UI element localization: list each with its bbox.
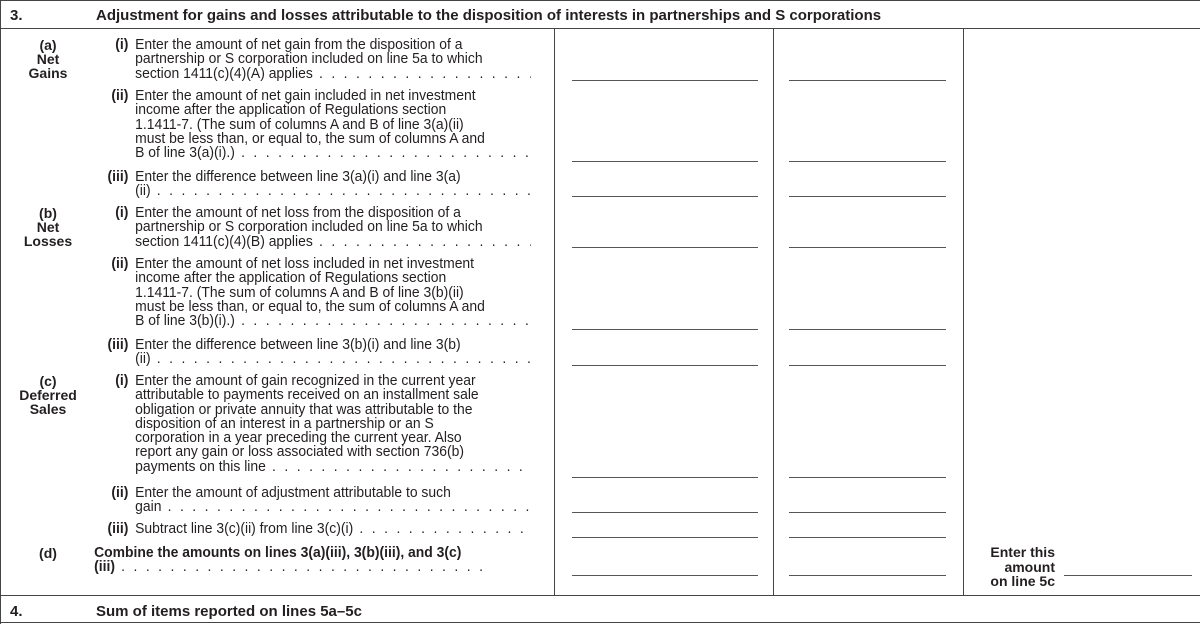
line3-heading: Adjustment for gains and losses attributable to the disposition of interests in partnerships and S corporations <box>96 7 882 24</box>
field-3a-iii-col-a[interactable] <box>572 196 758 197</box>
numeral: (ii) <box>111 485 129 501</box>
enter-on-line-5c-note: Enter this amount on line 5c <box>990 544 1055 589</box>
field-3c-iii-col-b[interactable] <box>789 537 946 538</box>
field-3c-iii-col-a[interactable] <box>572 537 758 538</box>
group-c-label: (c) Deferred Sales <box>19 373 77 417</box>
line4-number: 4. <box>10 603 23 620</box>
field-3c-i-col-a[interactable] <box>572 477 758 478</box>
bottom-border <box>0 622 1200 623</box>
numeral: (iii) <box>107 521 129 537</box>
line-3d-label: (d) <box>39 545 57 561</box>
numeral: (ii) <box>111 256 129 272</box>
line4-heading: Sum of items reported on lines 5a–5c <box>96 603 362 620</box>
field-3c-i-col-b[interactable] <box>789 477 946 478</box>
group-a-label: (a) Net Gains <box>28 37 68 81</box>
numeral: (ii) <box>111 88 129 104</box>
field-3b-ii-col-a[interactable] <box>572 329 758 330</box>
field-3a-i-col-a[interactable] <box>572 80 758 81</box>
numeral: (i) <box>115 373 129 389</box>
field-3a-i-col-b[interactable] <box>789 80 946 81</box>
numeral: (i) <box>115 205 129 221</box>
field-3b-ii-col-b[interactable] <box>789 329 946 330</box>
left-border <box>0 0 1 624</box>
line3-number: 3. <box>10 7 23 24</box>
field-3a-iii-col-b[interactable] <box>789 196 946 197</box>
field-3b-i-col-b[interactable] <box>789 247 946 248</box>
numeral: (iii) <box>107 169 129 185</box>
column-c-divider <box>963 28 964 595</box>
field-3d-total[interactable] <box>1064 575 1192 576</box>
field-3c-ii-col-a[interactable] <box>572 512 758 513</box>
numeral: (iii) <box>107 337 129 353</box>
line4-divider <box>0 595 1200 596</box>
field-3d-col-a[interactable] <box>572 575 758 576</box>
column-b-divider <box>773 28 774 595</box>
heading-divider <box>0 28 1200 29</box>
field-3a-ii-col-b[interactable] <box>789 161 946 162</box>
field-3b-iii-col-b[interactable] <box>789 365 946 366</box>
column-a-divider <box>554 28 555 595</box>
field-3a-ii-col-a[interactable] <box>572 161 758 162</box>
top-border <box>0 0 1200 1</box>
field-3d-col-b[interactable] <box>789 575 946 576</box>
numeral: (i) <box>115 37 129 53</box>
field-3b-iii-col-a[interactable] <box>572 365 758 366</box>
field-3b-i-col-a[interactable] <box>572 247 758 248</box>
field-3c-ii-col-b[interactable] <box>789 512 946 513</box>
group-b-label: (b) Net Losses <box>23 205 73 249</box>
